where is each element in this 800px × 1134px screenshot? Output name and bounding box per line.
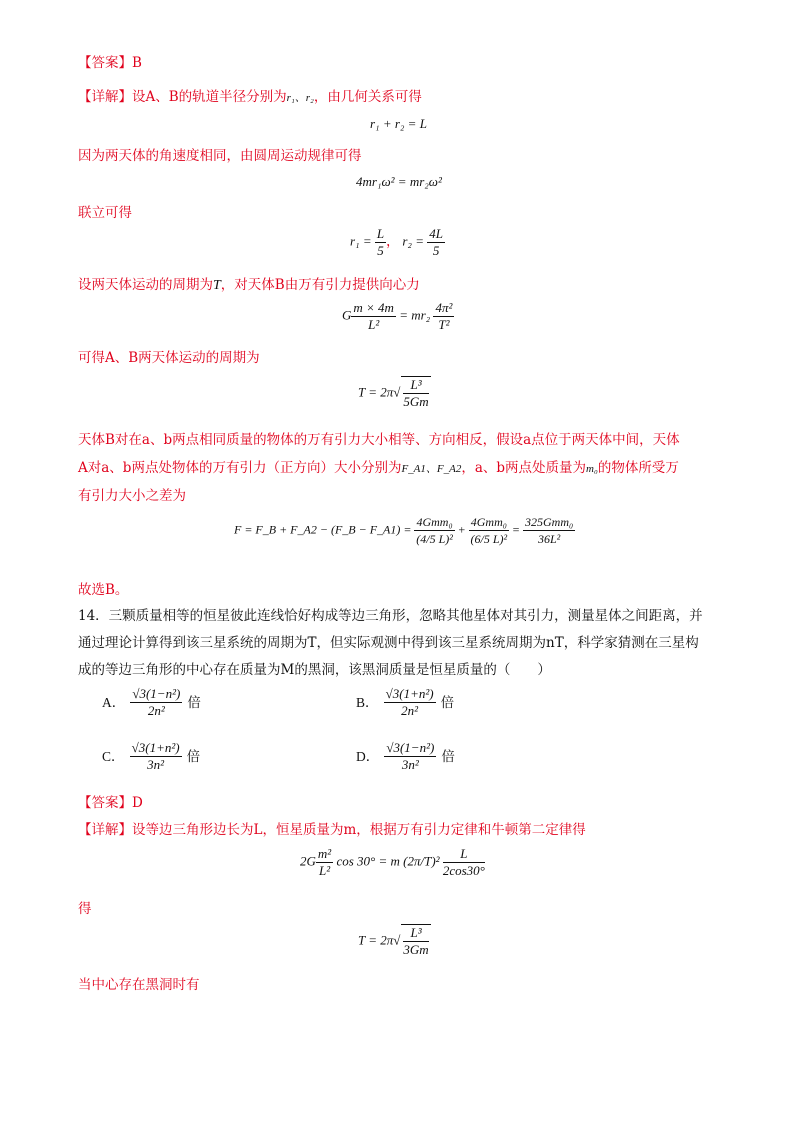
text-angular-velocity: 因为两天体的角速度相同，由圆周运动规律可得 [78, 148, 362, 164]
option-c[interactable]: C． $\frac{\text{√3(1+n²)}}{\text{3n²}}$ 倍 [102, 740, 201, 772]
equation-force-difference: F = F_B + F_A2 − (F_B − F_A1) = $\frac{\text{4Gmm₀}}{\text{(4/5 L)²}}$ + $\frac{\text{4Gmm₀}}{\text{(6/5 L)²}}$ = $\frac{\text{325Gmm₀}}{\text{36L²}}$ [234, 515, 574, 546]
option-d[interactable]: D． $\frac{\text{√3(1−n²)}}{\text{3n²}}$ 倍 [356, 740, 455, 772]
answer-tag: 【答案】 [78, 55, 132, 71]
equation-period-14: T = 2π√ $\frac{\text{L³}}{3Gm}$ [358, 925, 429, 957]
equation-gravity: G $\frac{m \times 4m}{\text{L²}}$ = mr₂ $\frac{\text{4π²}}{\text{T²}}$ [342, 300, 453, 332]
r2-fraction: $\frac{4L}{5}$ [429, 226, 443, 258]
paragraph-force-line1: 天体B对在a、b两点相同质量的物体的万有引力大小相等、方向相反，假设a点位于两天体中间，天体 [78, 432, 680, 448]
period-fraction: $\frac{\text{4π²}}{\text{T²}}$ [435, 300, 453, 332]
equation-radii: r₁ = $\frac{L}{5}$ ， r₂ = $\frac{4L}{5}$ [350, 226, 443, 258]
equation-radius-sum: r₁ + r₂ = L [370, 116, 427, 131]
detail-intro-end: ，由几何关系可得 [313, 89, 422, 105]
text-period-result: 可得A、B两天体运动的周期为 [78, 350, 260, 366]
equation-centripetal: 4mr₁ω² = mr₂ω² [356, 174, 442, 189]
question-14-stem-line1: 14．三颗质量相等的恒星彼此连线恰好构成等边三角形，忽略其他星体对其引力，测量星体之间距离，并 [78, 608, 703, 624]
detail-intro: 设A、B的轨道半径分别为 [132, 89, 287, 105]
option-b[interactable]: B． $\frac{\text{√3(1+n²)}}{\text{2n²}}$ 倍 [356, 686, 455, 718]
radius-vars: r₁、r₂ [286, 92, 314, 104]
paragraph-force-line2: A对a、b两点处物体的万有引力（正方向）大小分别为F_A1、F_A2，a、b两点处质量为m₀的物体所受万 [78, 460, 679, 476]
detail-tag: 【详解】 [78, 89, 132, 105]
r1-fraction: $\frac{L}{5}$ [376, 226, 385, 258]
gravity-fraction: $\frac{m \times 4m}{\text{L²}}$ [353, 300, 394, 332]
question-14-stem-line3: 成的等边三角形的中心存在质量为M的黑洞，该黑洞质量是恒星质量的（ ） [78, 662, 551, 678]
text-de: 得 [78, 901, 92, 917]
question-14-stem-line2: 通过理论计算得到该三星系统的周期为T，但实际观测中得到该三星系统周期为nT，科学家猜测在三星构 [78, 635, 699, 651]
paragraph-force-line3: 有引力大小之差为 [78, 488, 186, 504]
detail-line-13 [78, 88, 422, 107]
answer-line-13 [78, 54, 142, 72]
text-combine: 联立可得 [78, 205, 132, 221]
text-black-hole: 当中心存在黑洞时有 [78, 977, 200, 993]
conclusion-13: 故选B。 [78, 582, 129, 598]
answer-value: B [132, 55, 142, 71]
r2-label: r₂ = [402, 233, 424, 249]
text-period-intro: 设两天体运动的周期为T，对天体B由万有引力提供向心力 [78, 277, 420, 293]
detail-line-14: 【详解】设等边三角形边长为L，恒星质量为m，根据万有引力定律和牛顿第二定律得 [78, 822, 586, 838]
r1-label: r₁ = [350, 233, 372, 249]
answer-line-14: 【答案】D [78, 795, 143, 811]
option-a[interactable]: A． $\frac{\text{√3(1−n²)}}{\text{2n²}}$ 倍 [102, 686, 201, 718]
equation-three-star: 2G $\frac{\text{m²}}{\text{L²}}$ cos 30° = m (2π/T)² $\frac{L}{2\cos 30^\circ}$ [300, 846, 485, 878]
equation-period-13: T = 2π√ $\frac{\text{L³}}{5Gm}$ [358, 377, 429, 409]
